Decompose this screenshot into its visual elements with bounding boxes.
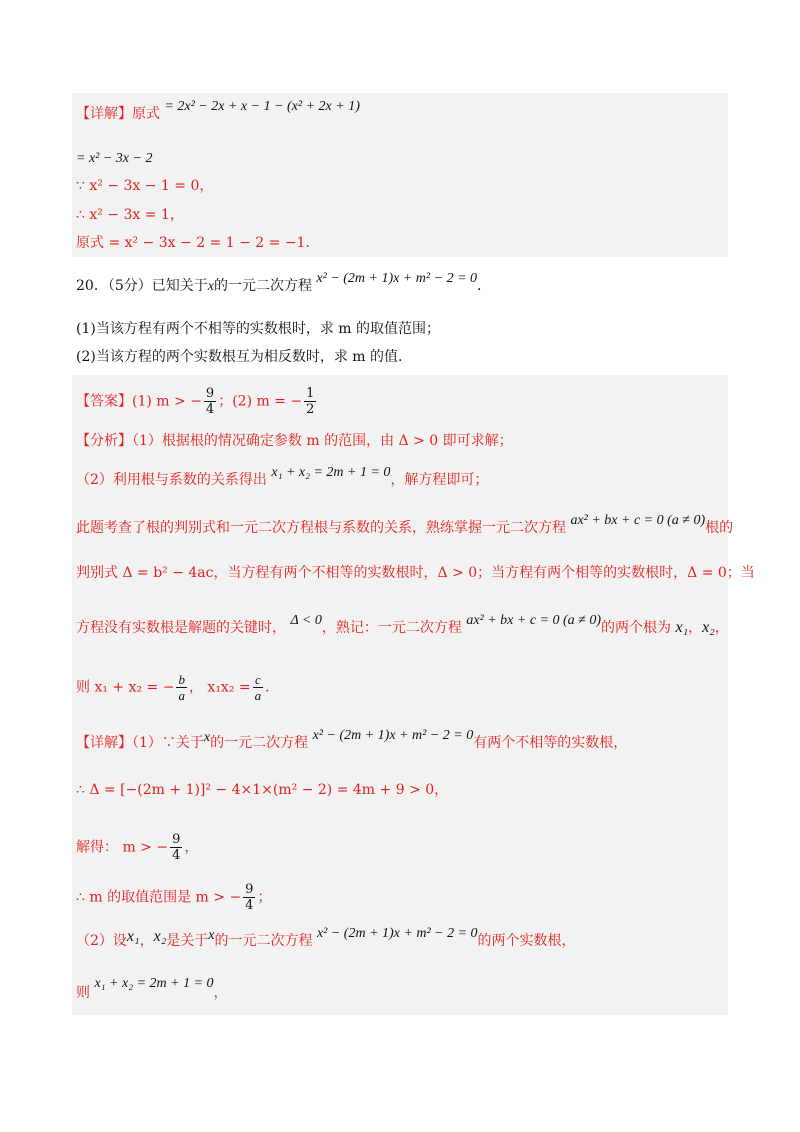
analysis-line5: 方程没有实数根是解题的关键时， Δ < 0，熟记：一元二次方程 ax² + bx + c = 0 (a ≠ 0)的两个根为 x₁，x₂，	[76, 613, 729, 636]
detail2-line5: （2）设x₁，x₂是关于x的一元二次方程 x² − (2m + 1)x + m² − 2 = 0的两个实数根，	[76, 926, 576, 949]
general-quadratic-2: ax² + bx + c = 0 (a ≠ 0)	[466, 613, 602, 628]
detail2-line2: ∴ Δ = [−(2m + 1)]² − 4×1×(m² − 2) = 4m + 9 > 0，	[76, 782, 449, 798]
detail1-line2: = x² − 3x − 2	[76, 151, 153, 166]
vieta-sum-fraction: $\frac{b}{a}$	[178, 672, 185, 703]
original-expression-label: 原式	[132, 106, 160, 122]
question-20	[76, 271, 492, 297]
detail1-line4: ∴ x² − 3x = 1，	[76, 207, 184, 223]
detail2-tag: 【详解】	[76, 735, 132, 751]
detail2-fraction-2: $\frac{9}{4}$	[245, 882, 254, 913]
detail2-line6: 则 x₁ + x₂ = 2m + 1 = 0，	[76, 976, 228, 1001]
question-mid: 的一元二次方程	[213, 278, 312, 294]
analysis-line2: （2）利用根与系数的关系得出 x₁ + x₂ = 2m + 1 = 0，解方程即可；	[76, 465, 489, 488]
detail-tag: 【详解】	[76, 106, 132, 122]
question-number: 20．（5分）已知关于	[76, 278, 208, 294]
vieta-product-fraction: $\frac{c}{a}$	[254, 672, 262, 703]
analysis-tag: 【分析】	[76, 433, 132, 449]
answer-fraction-2: $\frac{1}{2}$	[306, 386, 315, 417]
analysis-line6: 则 x₁ + x₂ = − $\frac{b}{a}$ ， x₁x₂ = $\frac{c}{a}$ ．	[76, 672, 280, 703]
analysis-line4: 判别式 Δ = b² − 4ac，当方程有两个不相等的实数根时，Δ > 0；当方程有两个相等的实数根时，Δ = 0；当	[76, 565, 755, 581]
sum-of-roots-equation: x₁ + x₂ = 2m + 1 = 0	[271, 465, 391, 480]
analysis-line1: 【分析】（1）根据根的情况确定参数 m 的范围，由 Δ > 0 即可求解；	[76, 433, 513, 449]
answer-line	[76, 386, 318, 417]
answer-fraction-1: $\frac{9}{4}$	[205, 386, 215, 417]
discriminant-negative: Δ < 0	[290, 613, 322, 628]
answer-tag: 【答案】	[76, 393, 132, 410]
detail2-line1: 【详解】（1）∵关于x的一元二次方程 x² − (2m + 1)x + m² − 2 = 0有两个不相等的实数根，	[76, 728, 628, 751]
question-var: x	[207, 279, 214, 294]
detail1-line5: 原式 = x² − 3x − 2 = 1 − 2 = −1．	[76, 235, 320, 251]
detail2-fraction-1: $\frac{9}{4}$	[172, 832, 181, 863]
detail2-line3: 解得： m > − $\frac{9}{4}$ ，	[76, 832, 199, 863]
question-end: ．	[477, 278, 492, 294]
general-quadratic: ax² + bx + c = 0 (a ≠ 0)	[570, 513, 706, 528]
detail1-line3: ∵ x² − 3x − 1 = 0，	[76, 178, 214, 194]
detail1-line1	[76, 99, 360, 125]
expand-equation: = 2x² − 2x + x − 1 − (x² + 2x + 1)	[164, 99, 360, 114]
answer-part-1: (1) m > −	[132, 393, 202, 410]
answer-separator: ；(2) m = −	[218, 393, 303, 410]
question-equation: x² − (2m + 1)x + m² − 2 = 0	[316, 271, 478, 286]
question-part-2: (2)当该方程的两个实数根互为相反数时，求 m 的值．	[76, 349, 413, 365]
analysis-line3: 此题考查了根的判别式和一元二次方程根与系数的关系，熟练掌握一元二次方程 ax² + bx + c = 0 (a ≠ 0)根的	[76, 513, 734, 536]
question-part-1: (1)当该方程有两个不相等的实数根时，求 m 的取值范围；	[76, 321, 441, 337]
detail2-line4: ∴ m 的取值范围是 m > − $\frac{9}{4}$ ；	[76, 882, 272, 913]
